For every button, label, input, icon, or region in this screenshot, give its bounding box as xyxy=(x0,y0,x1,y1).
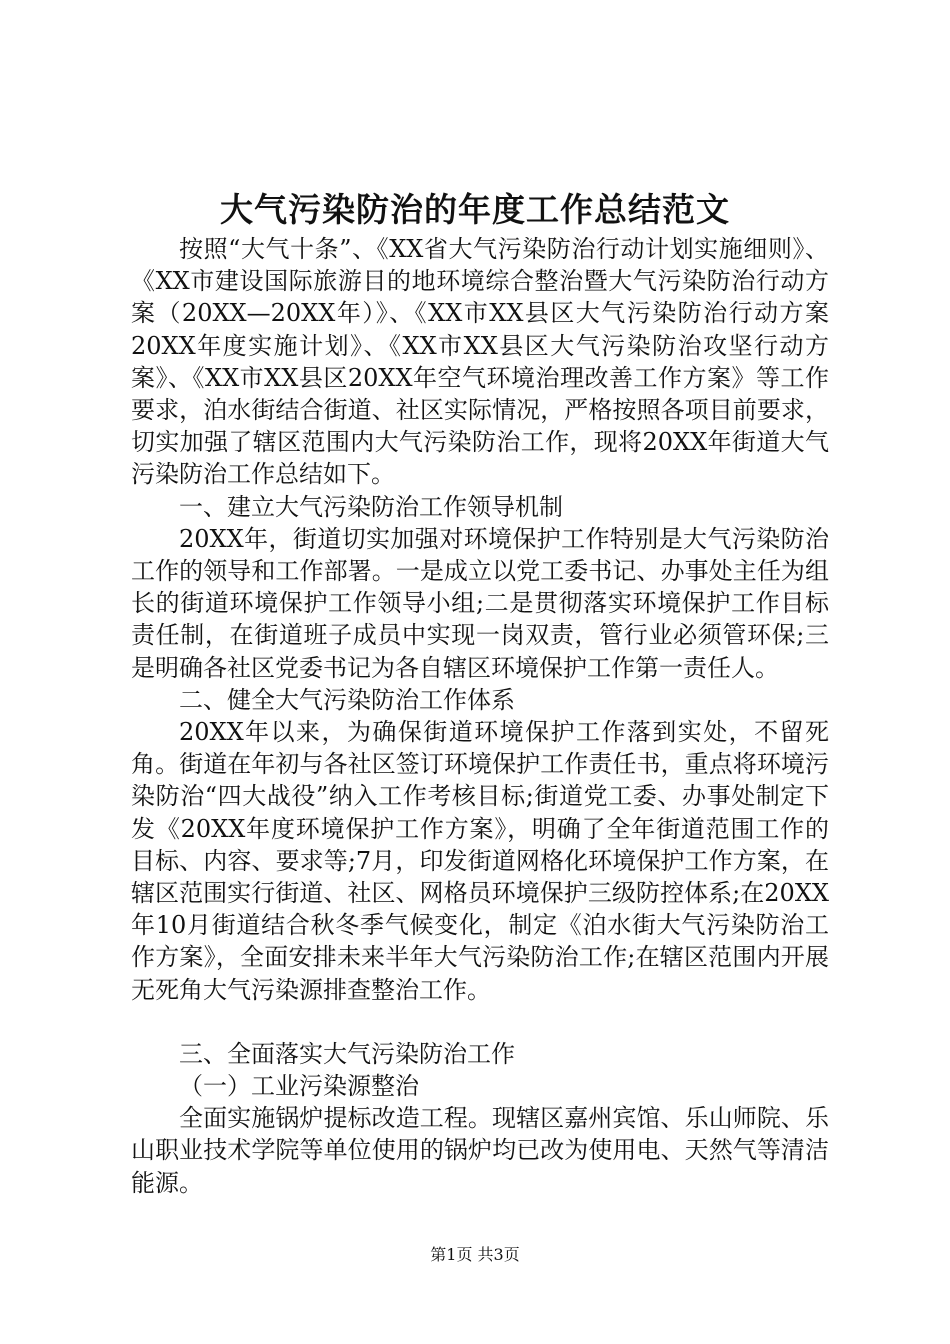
section-1-paragraph: 20XX年，街道切实加强对环境保护工作特别是大气污染防治工作的领导和工作部署。一是成立以党工委书记、办事处主任为组长的街道环境保护工作领导小组;二是贯彻落实环境保护工作目标责任制，在街道班子成员中实现一岗双责，管行业必须管环保;三是明确各社区党委书记为各自辖区环境保护工作第一责任人。 xyxy=(131,524,829,682)
document-title: 大气污染防治的年度工作总结范文 xyxy=(220,190,730,229)
intro-paragraph: 按照“大气十条”、《XX省大气污染防治行动计划实施细则》、《XX市建设国际旅游目的地环境综合整治暨大气污染防治行动方案（20XX—20XX年）》、《XX市XX县区大气污染防治行动方案20XX年度实施计划》、《XX市XX县区大气污染防治攻坚行动方案》、《XX市XX县区20XX年空气环境治理改善工作方案》等工作要求，泊水街结合街道、社区实际情况，严格按照各项目前要求，切实加强了辖区范围内大气污染防治工作，现将20XX年街道大气污染防治工作总结如下。 xyxy=(131,235,829,489)
section-heading-2: 二、健全大气污染防治工作体系 xyxy=(179,685,515,714)
document-body xyxy=(131,233,829,1199)
page-number-footer: 第1页 共3页 xyxy=(430,1245,520,1264)
subsection-heading-1: （一）工业污染源整治 xyxy=(179,1072,419,1101)
section-heading-3: 三、全面落实大气污染防治工作 xyxy=(179,1039,515,1068)
section-heading-1: 一、建立大气污染防治工作领导机制 xyxy=(179,492,563,521)
section-2-paragraph: 20XX年以来，为确保街道环境保护工作落到实处，不留死角。街道在年初与各社区签订环境保护工作责任书，重点将环境污染防治“四大战役”纳入工作考核目标;街道党工委、办事处制定下发《20XX年度环境保护工作方案》，明确了全年街道范围工作的目标、内容、要求等;7月，印发街道网格化环境保护工作方案，在辖区范围实行街道、社区、网格员环境保护三级防控体系;在20XX年10月街道结合秋冬季气候变化，制定《泊水街大气污染防治工作方案》，全面安排未来半年大气污染防治工作;在辖区范围内开展无死角大气污染源排查整治工作。 xyxy=(131,718,829,1004)
subsection-1-paragraph: 全面实施锅炉提标改造工程。现辖区嘉州宾馆、乐山师院、乐山职业技术学院等单位使用的锅炉均已改为使用电、天然气等清洁能源。 xyxy=(131,1104,829,1197)
